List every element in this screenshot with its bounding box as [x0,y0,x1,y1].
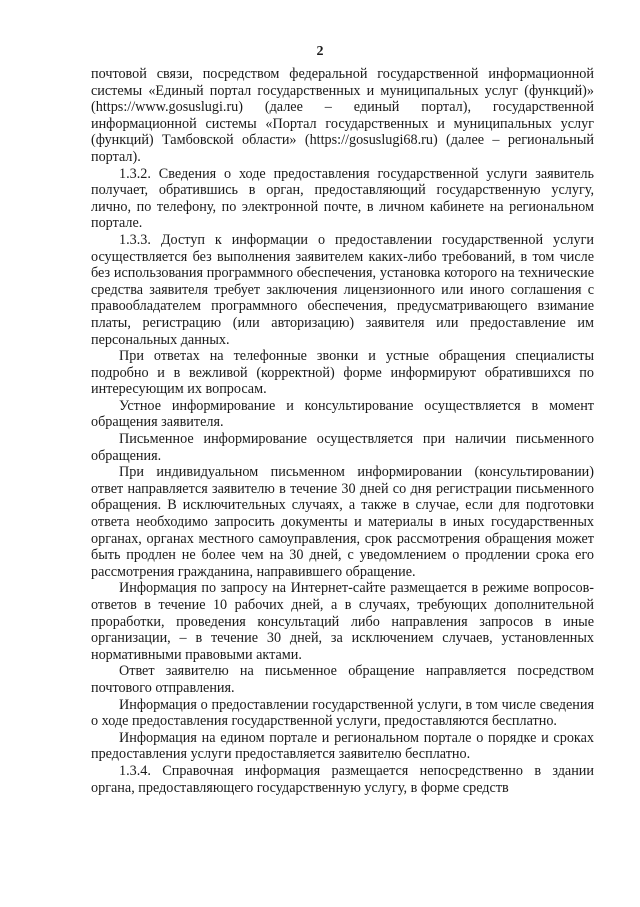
paragraph-1: почтовой связи, посредством федеральной государственной информационной системы «Единый портал государственных и муниципальных услуг (функций)» (https://www.gosuslugi.ru) (далее – единый портал), государственной информационной системы «Портал государственных и муниципальных услуг (функций) Тамбовской области» (https://gosuslugi68.ru) (далее – региональный портал). [91,66,594,165]
paragraph-2: 1.3.2. Сведения о ходе предоставления государственной услуги заявитель получает, обратившись в орган, предоставляющий государственную услугу, лично, по телефону, по электронной почте, в личном кабинете на региональном портале. [91,165,594,232]
paragraph-3: 1.3.3. Доступ к информации о предоставлении государственной услуги осуществляется без выполнения заявителем каких-либо требований, в том числе без использования программного обеспечения, установка которого на технические средства заявителя требует заключения лицензионного или иного соглашения с правообладателем программного обеспечения, предусматривающего взимание платы, регистрацию (или авторизацию) заявителя или предоставление им персональных данных. [91,231,594,348]
paragraph-10: Информация о предоставлении государственной услуги, в том числе сведения о ходе предоставления государственной услуги, предоставляются бесплатно. [91,696,594,730]
paragraph-5: Устное информирование и консультирование осуществляется в момент обращения заявителя. [91,397,594,431]
paragraph-8: Информация по запросу на Интернет-сайте размещается в режиме вопросов-ответов в течение 10 рабочих дней, а в случаях, требующих дополнительной проработки, проведения консультаций либо направления запросов в иные организации, – в течение 30 дней, за исключением случаев, установленных нормативными правовыми актами. [91,580,594,663]
paragraph-11: Информация на едином портале и региональном портале о порядке и сроках предоставления услуги предоставляется заявителю бесплатно. [91,729,594,763]
paragraph-6: Письменное информирование осуществляется при наличии письменного обращения. [91,431,594,464]
paragraph-9: Ответ заявителю на письменное обращение направляется посредством почтового отправления. [91,663,594,696]
page-number: 2 [316,44,324,59]
paragraph-7: При индивидуальном письменном информировании (консультировании) ответ направляется заявителю в течение 30 дней со дня регистрации письменного обращения. В исключительных случаях, а также в случае, если для подготовки ответа необходимо запросить документы и материалы в иных государственных органах, органах местного самоуправления, срок рассмотрения обращения может быть продлен не более чем на 30 дней, с уведомлением о продлении срока его рассмотрения гражданина, направившего обращение. [91,464,594,580]
paragraph-12: 1.3.4. Справочная информация размещается непосредственно в здании органа, предоставляющего государственную услугу, в форме средств [91,762,594,796]
document-body [91,66,594,796]
paragraph-4: При ответах на телефонные звонки и устные обращения специалисты подробно и в вежливой (корректной) форме информируют обратившихся по интересующим их вопросам. [91,348,594,398]
